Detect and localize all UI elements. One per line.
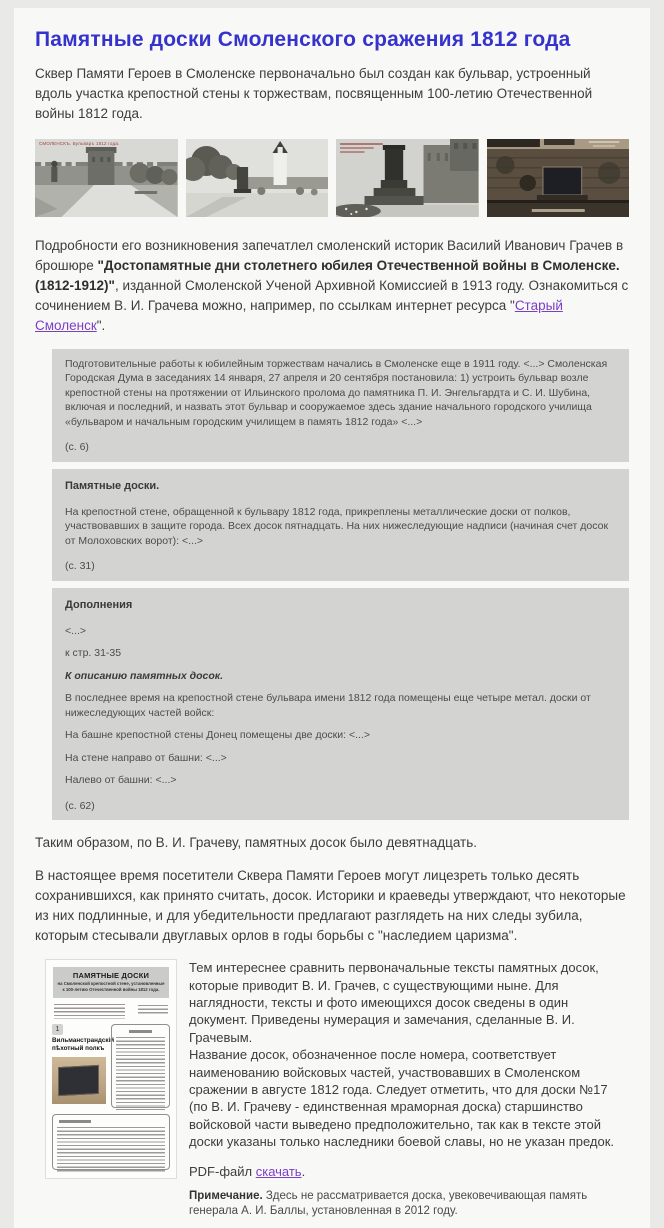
pdf-document-preview: [45, 959, 177, 1179]
obelisk-monument-illustration: [336, 139, 479, 217]
document-subtitle: на Смоленской крепостной стене, установленные к 100-летию Отечественной войны 1812 года.: [57, 981, 165, 993]
postcard-photo-wall-tower: [35, 139, 178, 217]
details-text-2: , изданной Смоленской Ученой Архивной Комиссией в 1913 году. Ознакомиться с сочинением В. И. Грачева можно, например, по ссылкам интернет ресурса ": [35, 277, 629, 313]
bottom-section: [35, 959, 629, 1218]
page-title: Памятные доски Смоленского сражения 1812 года: [35, 28, 571, 51]
postcard-photo-boulevard-church: [186, 139, 329, 217]
document-meta-lines: [54, 1004, 168, 1019]
document-body: [52, 1024, 170, 1108]
box-text-lines: [57, 1127, 165, 1172]
boulevard-church-illustration: [186, 139, 329, 217]
fortress-wall-illustration: [35, 139, 178, 217]
pdf-label: PDF-файл: [189, 1163, 256, 1179]
note-text-box: [52, 1114, 170, 1170]
quote-block-preparations: [52, 349, 629, 462]
document-header: [53, 967, 169, 997]
quote-heading: Памятные доски.: [65, 479, 160, 492]
document-left-column: [52, 1024, 115, 1108]
note-text: Здесь не рассматривается доска, увековечивающая память генерала А. И. Баллы, установленная в 2012 году.: [189, 1189, 588, 1217]
memorial-plaque-illustration: [487, 139, 630, 217]
plaque-slab: [58, 1065, 99, 1096]
meta-text-lines-right: [138, 1005, 168, 1016]
quote-page-ref: (с. 6): [65, 441, 89, 454]
details-paragraph: [35, 236, 629, 336]
plaque-photo: [52, 1057, 106, 1104]
quote-page-range: к стр. 31-35: [65, 647, 122, 660]
plaque-number-badge: 1: [52, 1024, 63, 1035]
quote-page-ref: (с. 62): [65, 799, 95, 812]
quote-ellipsis: <...>: [65, 624, 87, 637]
regiment-name: Вильманстрандскій пѣхотный полкъ: [52, 1036, 115, 1052]
postcard-caption: СМОЛЕНСКЪ. Бульваръ 1812 года.: [39, 140, 120, 146]
note-paragraph: [189, 1189, 629, 1219]
quote-text: На башне крепостной стены Донец помещены две доски: <...>: [65, 729, 370, 742]
details-text-3: ".: [96, 317, 106, 333]
photo-strip: [35, 139, 629, 217]
quote-block-memorial-plaques: [52, 469, 629, 581]
pdf-download-line: [189, 1164, 629, 1179]
postcard-photo-obelisk: [336, 139, 479, 217]
quote-text: Подготовительные работы к юбилейным торжествам начались в Смоленске еще в 1911 году. <...> Смоленская Городская Дума в заседаниях 14 января, 27 апреля и 20 сентября постановила: 1) устроить бульвар возле крепостной стены на протяжении от Ильинского пролома до памятника П. И. Энгельгардта и С. И. Шубина, включая и последний, и назвать этот бульвар и сооружаемое здесь здание начального городского училища «бульваром и начальным городским училищем в память 1812 года» <...>: [65, 357, 608, 428]
note-label: Примечание.: [189, 1189, 263, 1202]
postcard-photo-plaque-wall: [487, 139, 630, 217]
quote-page-ref: (с. 31): [65, 560, 95, 573]
quote-block-additions: [52, 588, 629, 821]
pdf-after: .: [301, 1163, 306, 1179]
comparison-paragraph: Тем интереснее сравнить первоначальные тексты памятных досок, которые приводит В. И. Грачев, с существующими ныне. Для наглядности, тексты и фото имеющихся досок сведены в один документ. Приведены нумерация и замечания, сделанные В. И. Грачевым.: [189, 960, 599, 1045]
document-title: ПАМЯТНЫЕ ДОСКИ: [72, 971, 150, 981]
naming-paragraph: Название досок, обозначенное после номера, соответствует наименованию войсковых частей, участвовавших в Смоленском сражении в августе 1812 года. Следует отметить, что для доски №17 (по В. И. Грачеву - единственная мраморная доска) старшинство войсковой части выведено предположительно, так как в тексте этой доски указаны только наследники боевой славы, но не указан предок.: [189, 1047, 615, 1150]
intro-paragraph: Сквер Памяти Героев в Смоленске первоначально был создан как бульвар, устроенный вдоль участка крепостной стены к торжествам, посвященным 100-летию Отечественной войны 1812 года.: [35, 66, 593, 121]
box-heading-line: [129, 1030, 151, 1033]
quote-text: В последнее время на крепостной стене бульвара имени 1812 года помещены еще четыре метал. доски от нижеследующих частей войск:: [65, 692, 591, 719]
link-old-smolensk[interactable]: Старый Смоленск: [35, 297, 563, 333]
pdf-download-link[interactable]: скачать: [255, 1163, 302, 1179]
document-right-column: [111, 1024, 170, 1108]
bottom-text-column: [189, 959, 629, 1218]
summary-paragraph: Таким образом, по В. И. Грачеву, памятных досок было девятнадцать.: [35, 835, 478, 851]
meta-text-lines-left: [54, 1004, 125, 1019]
quote-text: На стене направо от башни: <...>: [65, 751, 227, 764]
box-text-lines: [116, 1037, 165, 1110]
box-heading-line: [59, 1120, 91, 1123]
article-page: [14, 8, 650, 1228]
plaque-text-box: [111, 1024, 170, 1108]
book-title: "Достопамятные дни столетнего юбилея Отечественной войны в Смоленске. (1812-1912)": [35, 257, 620, 293]
quote-text: На крепостной стене, обращенной к бульвару 1812 года, прикреплены металлические доски от полков, участвовавших в защите города. Всех досок пятнадцать. На них нижеследующие надписи (начиная счет досок от Молоховских ворот): <...>: [65, 505, 609, 547]
details-text-1: Подробности его возникновения запечатлел смоленский историк Василий Иванович Грачев в брошюре: [35, 237, 624, 273]
current-state-paragraph: В настоящее время посетители Сквера Памяти Героев могут лицезреть только десять сохранившихся, как принято считать, досок. Историки и краеведы утверждают, что некоторые из них подлинные, и для убедительности предлагают разглядеть на них следы зубила, которым стесывали двуглавых орлов в годы борьбы с "наследием царизма".: [35, 868, 626, 944]
quote-text: Налево от башни: <...>: [65, 774, 177, 787]
quote-heading: Дополнения: [65, 598, 133, 611]
quote-subheading: К описанию памятных досок.: [65, 669, 224, 682]
